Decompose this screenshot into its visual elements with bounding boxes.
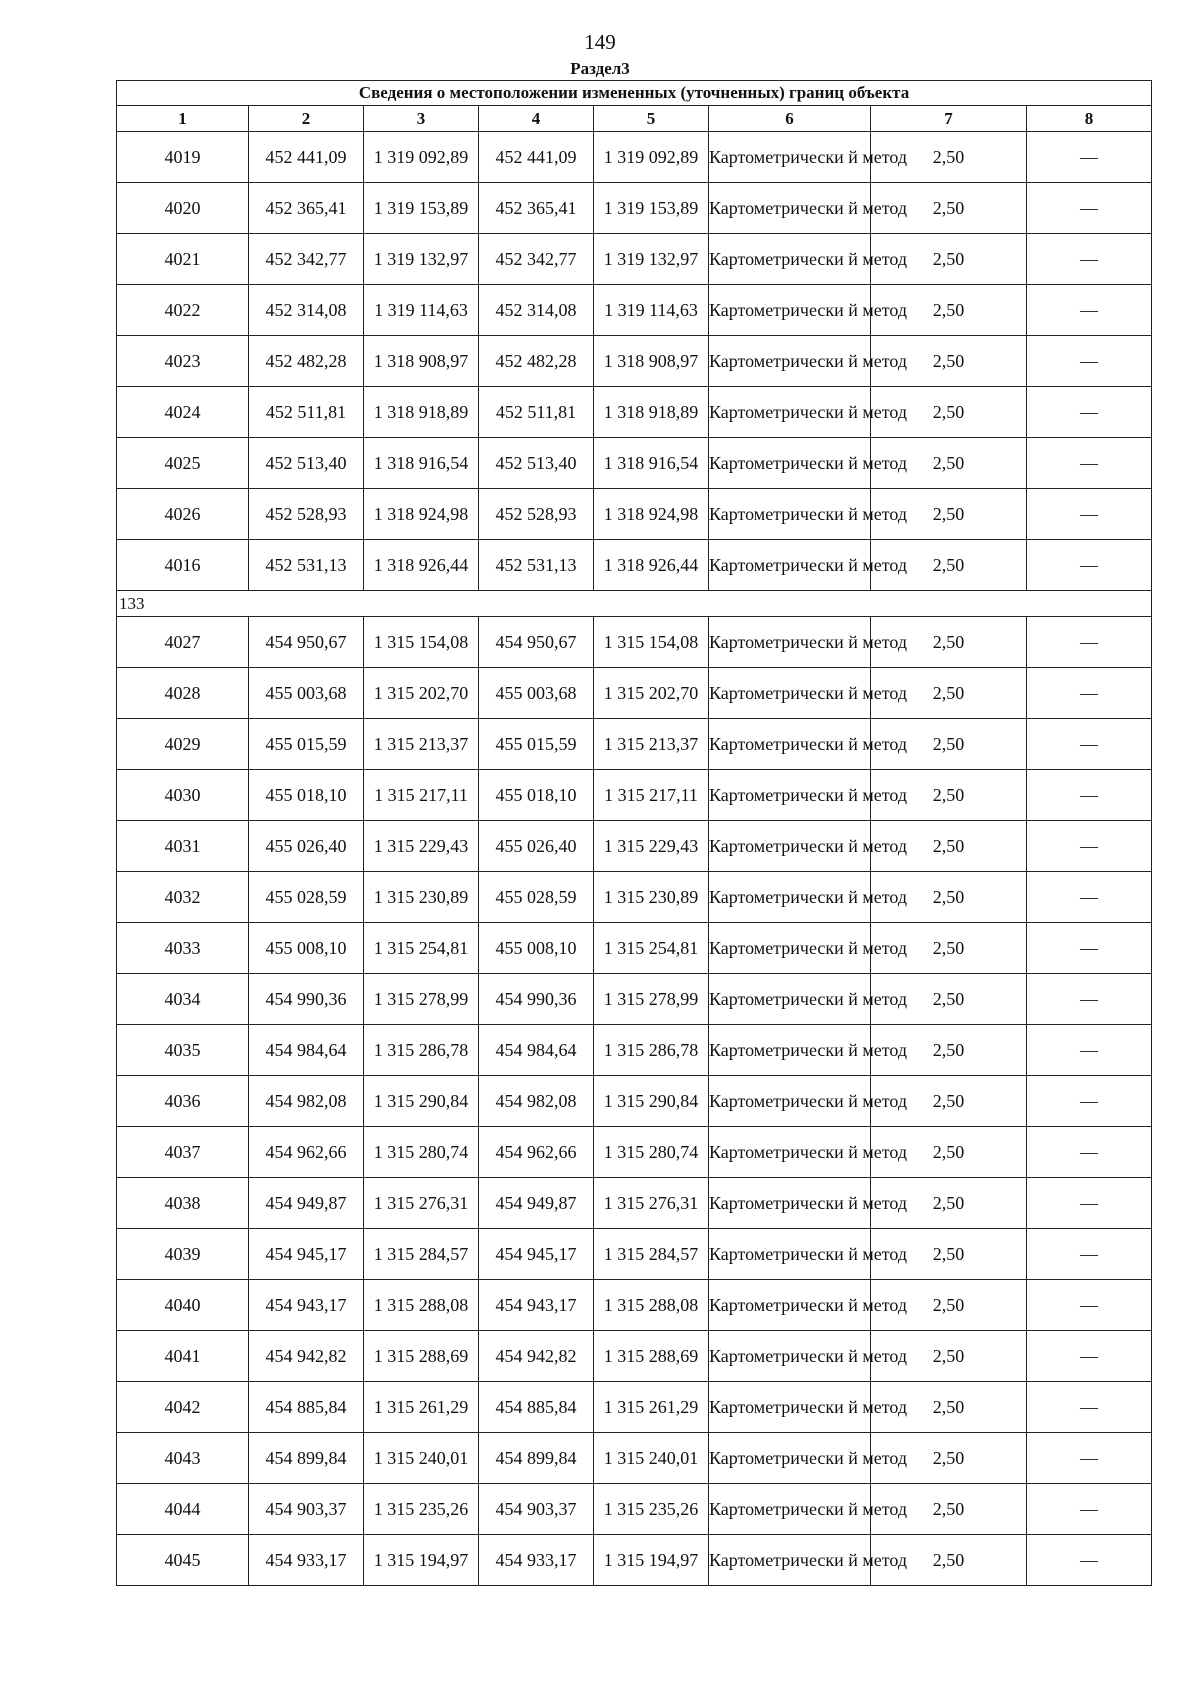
accuracy-cell: 2,50 [871, 1178, 1027, 1229]
y-refined-cell: 1 315 290,84 [594, 1076, 709, 1127]
point-number-cell: 4032 [117, 872, 249, 923]
x-existing-cell: 454 943,17 [249, 1280, 364, 1331]
table-row [117, 1229, 1152, 1280]
description-cell: — [1027, 617, 1152, 668]
method-cell: Картометрически й метод [709, 132, 871, 183]
description-cell: — [1027, 1382, 1152, 1433]
accuracy-cell: 2,50 [871, 438, 1027, 489]
accuracy-cell: 2,50 [871, 770, 1027, 821]
x-refined-cell: 452 482,28 [479, 336, 594, 387]
table-row [117, 489, 1152, 540]
method-cell: Картометрически й метод [709, 336, 871, 387]
point-number-cell: 4045 [117, 1535, 249, 1586]
x-existing-cell: 455 015,59 [249, 719, 364, 770]
point-number-cell: 4044 [117, 1484, 249, 1535]
method-cell: Картометрически й метод [709, 923, 871, 974]
table-row [117, 132, 1152, 183]
y-refined-cell: 1 315 194,97 [594, 1535, 709, 1586]
accuracy-cell: 2,50 [871, 872, 1027, 923]
y-refined-cell: 1 318 926,44 [594, 540, 709, 591]
table-row [117, 872, 1152, 923]
y-existing-cell: 1 315 229,43 [364, 821, 479, 872]
column-number: 8 [1027, 106, 1152, 132]
description-cell: — [1027, 821, 1152, 872]
y-refined-cell: 1 319 092,89 [594, 132, 709, 183]
y-existing-cell: 1 319 153,89 [364, 183, 479, 234]
x-existing-cell: 455 026,40 [249, 821, 364, 872]
method-cell: Картометрически й метод [709, 1484, 871, 1535]
x-existing-cell: 454 984,64 [249, 1025, 364, 1076]
description-cell: — [1027, 540, 1152, 591]
point-number-cell: 4027 [117, 617, 249, 668]
accuracy-cell: 2,50 [871, 540, 1027, 591]
description-cell: — [1027, 183, 1152, 234]
description-cell: — [1027, 974, 1152, 1025]
y-existing-cell: 1 318 916,54 [364, 438, 479, 489]
y-existing-cell: 1 318 926,44 [364, 540, 479, 591]
y-refined-cell: 1 315 213,37 [594, 719, 709, 770]
x-existing-cell: 455 003,68 [249, 668, 364, 719]
column-number: 5 [594, 106, 709, 132]
description-cell: — [1027, 1280, 1152, 1331]
table-row [117, 285, 1152, 336]
point-number-cell: 4036 [117, 1076, 249, 1127]
method-cell: Картометрически й метод [709, 1025, 871, 1076]
accuracy-cell: 2,50 [871, 617, 1027, 668]
y-existing-cell: 1 315 254,81 [364, 923, 479, 974]
description-cell: — [1027, 1331, 1152, 1382]
x-refined-cell: 454 945,17 [479, 1229, 594, 1280]
point-number-cell: 4038 [117, 1178, 249, 1229]
x-refined-cell: 452 513,40 [479, 438, 594, 489]
method-cell: Картометрически й метод [709, 1280, 871, 1331]
x-existing-cell: 454 949,87 [249, 1178, 364, 1229]
method-cell: Картометрически й метод [709, 234, 871, 285]
y-existing-cell: 1 318 918,89 [364, 387, 479, 438]
x-existing-cell: 452 441,09 [249, 132, 364, 183]
x-existing-cell: 452 513,40 [249, 438, 364, 489]
x-refined-cell: 454 982,08 [479, 1076, 594, 1127]
method-cell: Картометрически й метод [709, 1535, 871, 1586]
x-existing-cell: 452 314,08 [249, 285, 364, 336]
y-refined-cell: 1 318 918,89 [594, 387, 709, 438]
table-row [117, 234, 1152, 285]
table-row [117, 1331, 1152, 1382]
accuracy-cell: 2,50 [871, 821, 1027, 872]
x-refined-cell: 452 528,93 [479, 489, 594, 540]
y-existing-cell: 1 318 924,98 [364, 489, 479, 540]
x-refined-cell: 452 342,77 [479, 234, 594, 285]
y-existing-cell: 1 319 114,63 [364, 285, 479, 336]
point-number-cell: 4026 [117, 489, 249, 540]
y-existing-cell: 1 315 290,84 [364, 1076, 479, 1127]
table-row [117, 1382, 1152, 1433]
y-existing-cell: 1 319 132,97 [364, 234, 479, 285]
y-existing-cell: 1 315 240,01 [364, 1433, 479, 1484]
y-existing-cell: 1 318 908,97 [364, 336, 479, 387]
y-refined-cell: 1 315 154,08 [594, 617, 709, 668]
description-cell: — [1027, 132, 1152, 183]
x-refined-cell: 454 885,84 [479, 1382, 594, 1433]
x-refined-cell: 454 984,64 [479, 1025, 594, 1076]
table-row [117, 719, 1152, 770]
y-existing-cell: 1 315 276,31 [364, 1178, 479, 1229]
table-row [117, 770, 1152, 821]
description-cell: — [1027, 489, 1152, 540]
description-cell: — [1027, 387, 1152, 438]
y-existing-cell: 1 315 280,74 [364, 1127, 479, 1178]
description-cell: — [1027, 872, 1152, 923]
accuracy-cell: 2,50 [871, 668, 1027, 719]
point-number-cell: 4043 [117, 1433, 249, 1484]
x-existing-cell: 454 903,37 [249, 1484, 364, 1535]
x-existing-cell: 452 342,77 [249, 234, 364, 285]
table-row [117, 1280, 1152, 1331]
x-existing-cell: 454 990,36 [249, 974, 364, 1025]
method-cell: Картометрически й метод [709, 617, 871, 668]
coordinates-table [116, 80, 1152, 1586]
y-existing-cell: 1 315 288,08 [364, 1280, 479, 1331]
column-number: 3 [364, 106, 479, 132]
accuracy-cell: 2,50 [871, 387, 1027, 438]
table-row [117, 438, 1152, 489]
table-row [117, 336, 1152, 387]
point-number-cell: 4029 [117, 719, 249, 770]
x-existing-cell: 454 933,17 [249, 1535, 364, 1586]
method-cell: Картометрически й метод [709, 540, 871, 591]
x-existing-cell: 454 962,66 [249, 1127, 364, 1178]
y-refined-cell: 1 315 229,43 [594, 821, 709, 872]
y-refined-cell: 1 319 114,63 [594, 285, 709, 336]
x-refined-cell: 454 942,82 [479, 1331, 594, 1382]
point-number-cell: 4033 [117, 923, 249, 974]
x-refined-cell: 454 949,87 [479, 1178, 594, 1229]
method-cell: Картометрически й метод [709, 1076, 871, 1127]
description-cell: — [1027, 1484, 1152, 1535]
method-cell: Картометрически й метод [709, 1229, 871, 1280]
y-existing-cell: 1 315 230,89 [364, 872, 479, 923]
y-refined-cell: 1 315 284,57 [594, 1229, 709, 1280]
x-existing-cell: 454 899,84 [249, 1433, 364, 1484]
description-cell: — [1027, 438, 1152, 489]
accuracy-cell: 2,50 [871, 1229, 1027, 1280]
accuracy-cell: 2,50 [871, 974, 1027, 1025]
accuracy-cell: 2,50 [871, 336, 1027, 387]
x-existing-cell: 452 365,41 [249, 183, 364, 234]
accuracy-cell: 2,50 [871, 719, 1027, 770]
accuracy-cell: 2,50 [871, 1535, 1027, 1586]
x-existing-cell: 452 511,81 [249, 387, 364, 438]
method-cell: Картометрически й метод [709, 1178, 871, 1229]
column-number: 6 [709, 106, 871, 132]
accuracy-cell: 2,50 [871, 1127, 1027, 1178]
x-refined-cell: 455 026,40 [479, 821, 594, 872]
method-cell: Картометрически й метод [709, 668, 871, 719]
accuracy-cell: 2,50 [871, 132, 1027, 183]
table-row [117, 540, 1152, 591]
y-refined-cell: 1 315 276,31 [594, 1178, 709, 1229]
point-number-cell: 4025 [117, 438, 249, 489]
y-existing-cell: 1 315 261,29 [364, 1382, 479, 1433]
point-number-cell: 4042 [117, 1382, 249, 1433]
method-cell: Картометрически й метод [709, 1127, 871, 1178]
column-number-row [117, 106, 1152, 132]
y-existing-cell: 1 315 154,08 [364, 617, 479, 668]
y-existing-cell: 1 315 288,69 [364, 1331, 479, 1382]
x-refined-cell: 455 015,59 [479, 719, 594, 770]
accuracy-cell: 2,50 [871, 1382, 1027, 1433]
x-refined-cell: 455 028,59 [479, 872, 594, 923]
description-cell: — [1027, 1535, 1152, 1586]
x-existing-cell: 454 942,82 [249, 1331, 364, 1382]
method-cell: Картометрически й метод [709, 1382, 871, 1433]
x-existing-cell: 455 028,59 [249, 872, 364, 923]
y-refined-cell: 1 315 278,99 [594, 974, 709, 1025]
description-cell: — [1027, 1229, 1152, 1280]
accuracy-cell: 2,50 [871, 285, 1027, 336]
table-row [117, 387, 1152, 438]
x-refined-cell: 452 531,13 [479, 540, 594, 591]
description-cell: — [1027, 336, 1152, 387]
x-existing-cell: 455 008,10 [249, 923, 364, 974]
point-number-cell: 4031 [117, 821, 249, 872]
point-number-cell: 4016 [117, 540, 249, 591]
table-row [117, 1178, 1152, 1229]
y-refined-cell: 1 315 288,69 [594, 1331, 709, 1382]
point-number-cell: 4037 [117, 1127, 249, 1178]
x-existing-cell: 454 950,67 [249, 617, 364, 668]
accuracy-cell: 2,50 [871, 234, 1027, 285]
x-refined-cell: 455 018,10 [479, 770, 594, 821]
y-existing-cell: 1 315 235,26 [364, 1484, 479, 1535]
table-row [117, 617, 1152, 668]
column-number: 4 [479, 106, 594, 132]
accuracy-cell: 2,50 [871, 1076, 1027, 1127]
column-number: 2 [249, 106, 364, 132]
point-number-cell: 4034 [117, 974, 249, 1025]
y-refined-cell: 1 315 202,70 [594, 668, 709, 719]
point-number-cell: 4039 [117, 1229, 249, 1280]
table-row [117, 923, 1152, 974]
x-refined-cell: 455 008,10 [479, 923, 594, 974]
y-refined-cell: 1 315 286,78 [594, 1025, 709, 1076]
y-refined-cell: 1 315 261,29 [594, 1382, 709, 1433]
y-refined-cell: 1 315 240,01 [594, 1433, 709, 1484]
y-existing-cell: 1 315 202,70 [364, 668, 479, 719]
x-refined-cell: 454 899,84 [479, 1433, 594, 1484]
table-row [117, 1025, 1152, 1076]
x-existing-cell: 452 482,28 [249, 336, 364, 387]
contour-group-row [117, 591, 1152, 617]
x-existing-cell: 454 885,84 [249, 1382, 364, 1433]
x-refined-cell: 454 933,17 [479, 1535, 594, 1586]
point-number-cell: 4041 [117, 1331, 249, 1382]
description-cell: — [1027, 234, 1152, 285]
table-row [117, 1127, 1152, 1178]
accuracy-cell: 2,50 [871, 1433, 1027, 1484]
description-cell: — [1027, 1127, 1152, 1178]
accuracy-cell: 2,50 [871, 1280, 1027, 1331]
point-number-cell: 4019 [117, 132, 249, 183]
x-refined-cell: 454 943,17 [479, 1280, 594, 1331]
table-row [117, 974, 1152, 1025]
y-refined-cell: 1 315 217,11 [594, 770, 709, 821]
y-existing-cell: 1 315 194,97 [364, 1535, 479, 1586]
method-cell: Картометрически й метод [709, 821, 871, 872]
y-refined-cell: 1 319 132,97 [594, 234, 709, 285]
method-cell: Картометрически й метод [709, 387, 871, 438]
description-cell: — [1027, 719, 1152, 770]
x-refined-cell: 454 962,66 [479, 1127, 594, 1178]
method-cell: Картометрически й метод [709, 1433, 871, 1484]
point-number-cell: 4024 [117, 387, 249, 438]
method-cell: Картометрически й метод [709, 489, 871, 540]
table-row [117, 183, 1152, 234]
y-existing-cell: 1 319 092,89 [364, 132, 479, 183]
description-cell: — [1027, 1025, 1152, 1076]
table-row [117, 1433, 1152, 1484]
accuracy-cell: 2,50 [871, 923, 1027, 974]
description-cell: — [1027, 285, 1152, 336]
y-refined-cell: 1 315 288,08 [594, 1280, 709, 1331]
accuracy-cell: 2,50 [871, 1331, 1027, 1382]
description-cell: — [1027, 1076, 1152, 1127]
accuracy-cell: 2,50 [871, 183, 1027, 234]
point-number-cell: 4020 [117, 183, 249, 234]
page-number: 149 [584, 30, 616, 54]
y-refined-cell: 1 315 280,74 [594, 1127, 709, 1178]
x-existing-cell: 454 945,17 [249, 1229, 364, 1280]
y-refined-cell: 1 318 916,54 [594, 438, 709, 489]
section-title: Раздел3 [570, 59, 630, 78]
method-cell: Картометрически й метод [709, 974, 871, 1025]
point-number-cell: 4022 [117, 285, 249, 336]
x-existing-cell: 452 531,13 [249, 540, 364, 591]
description-cell: — [1027, 1433, 1152, 1484]
contour-number: 133 [117, 591, 1152, 617]
x-refined-cell: 452 511,81 [479, 387, 594, 438]
y-refined-cell: 1 318 908,97 [594, 336, 709, 387]
method-cell: Картометрически й метод [709, 285, 871, 336]
x-refined-cell: 452 441,09 [479, 132, 594, 183]
y-refined-cell: 1 319 153,89 [594, 183, 709, 234]
y-existing-cell: 1 315 213,37 [364, 719, 479, 770]
accuracy-cell: 2,50 [871, 1484, 1027, 1535]
table-row [117, 821, 1152, 872]
x-refined-cell: 455 003,68 [479, 668, 594, 719]
x-refined-cell: 454 903,37 [479, 1484, 594, 1535]
y-refined-cell: 1 318 924,98 [594, 489, 709, 540]
method-cell: Картометрически й метод [709, 183, 871, 234]
y-existing-cell: 1 315 217,11 [364, 770, 479, 821]
table-caption: Сведения о местоположении измененных (уточненных) границ объекта [117, 81, 1152, 106]
point-number-cell: 4035 [117, 1025, 249, 1076]
x-refined-cell: 452 314,08 [479, 285, 594, 336]
y-refined-cell: 1 315 230,89 [594, 872, 709, 923]
method-cell: Картометрически й метод [709, 719, 871, 770]
table-row [117, 668, 1152, 719]
table-row [117, 1535, 1152, 1586]
description-cell: — [1027, 770, 1152, 821]
point-number-cell: 4030 [117, 770, 249, 821]
description-cell: — [1027, 923, 1152, 974]
table-row [117, 1076, 1152, 1127]
table-row [117, 1484, 1152, 1535]
column-number: 1 [117, 106, 249, 132]
point-number-cell: 4023 [117, 336, 249, 387]
y-existing-cell: 1 315 278,99 [364, 974, 479, 1025]
column-number: 7 [871, 106, 1027, 132]
method-cell: Картометрически й метод [709, 1331, 871, 1382]
x-existing-cell: 452 528,93 [249, 489, 364, 540]
point-number-cell: 4021 [117, 234, 249, 285]
x-refined-cell: 454 990,36 [479, 974, 594, 1025]
x-refined-cell: 452 365,41 [479, 183, 594, 234]
y-refined-cell: 1 315 254,81 [594, 923, 709, 974]
point-number-cell: 4040 [117, 1280, 249, 1331]
accuracy-cell: 2,50 [871, 489, 1027, 540]
table-caption-row [117, 81, 1152, 106]
method-cell: Картометрически й метод [709, 872, 871, 923]
y-existing-cell: 1 315 286,78 [364, 1025, 479, 1076]
y-refined-cell: 1 315 235,26 [594, 1484, 709, 1535]
description-cell: — [1027, 1178, 1152, 1229]
method-cell: Картометрически й метод [709, 770, 871, 821]
point-number-cell: 4028 [117, 668, 249, 719]
x-existing-cell: 454 982,08 [249, 1076, 364, 1127]
x-refined-cell: 454 950,67 [479, 617, 594, 668]
method-cell: Картометрически й метод [709, 438, 871, 489]
accuracy-cell: 2,50 [871, 1025, 1027, 1076]
description-cell: — [1027, 668, 1152, 719]
x-existing-cell: 455 018,10 [249, 770, 364, 821]
y-existing-cell: 1 315 284,57 [364, 1229, 479, 1280]
